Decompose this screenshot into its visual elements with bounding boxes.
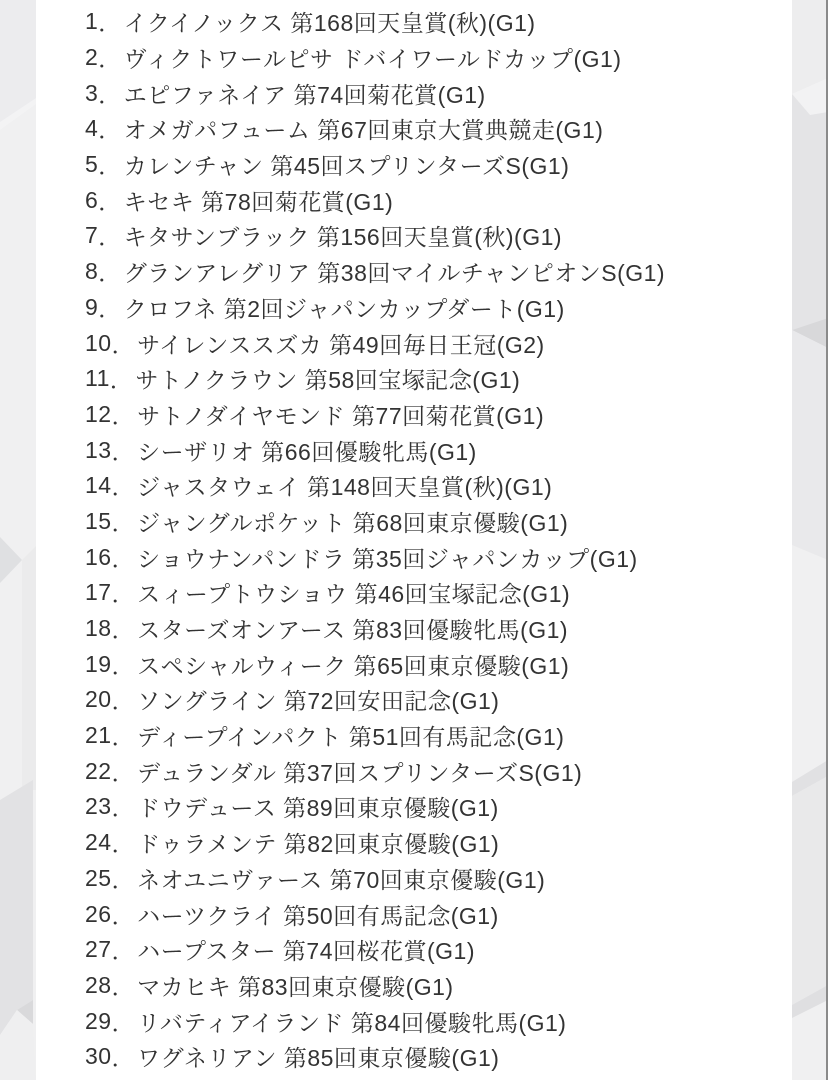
item-number: 25 [85, 864, 112, 891]
list-item [85, 504, 792, 540]
item-number-separator: ． [111, 581, 136, 608]
list-item [85, 432, 792, 468]
item-label: ワグネリアン 第85回東京優駿(G1) [137, 1045, 500, 1072]
item-number: 26 [85, 900, 112, 927]
item-number: 11 [85, 365, 110, 392]
item-number-separator: ． [111, 652, 136, 679]
content-panel [36, 0, 792, 1080]
list-item [85, 361, 792, 397]
list-item [85, 147, 792, 183]
item-label: ドゥラメンテ 第82回東京優駿(G1) [137, 831, 500, 858]
item-number: 14 [85, 472, 112, 499]
item-number-separator: ． [111, 902, 136, 929]
race-list [36, 0, 792, 1075]
item-number: 24 [85, 829, 112, 856]
item-label: キセキ 第78回菊花賞(G1) [123, 188, 394, 215]
item-label: グランアレグリア 第38回マイルチャンピオンS(G1) [123, 260, 666, 287]
item-number-separator: ． [111, 617, 136, 644]
item-label: スィープトウショウ 第46回宝塚記念(G1) [137, 581, 571, 608]
list-item [85, 111, 792, 147]
item-number: 17 [85, 579, 112, 606]
item-number-separator: ． [111, 1045, 136, 1072]
item-label: ハーツクライ 第50回有馬記念(G1) [137, 902, 499, 929]
item-label: ドウデュース 第89回東京優駿(G1) [137, 795, 499, 822]
item-number: 1 [85, 8, 99, 35]
list-item [85, 611, 792, 647]
item-number-separator: ． [98, 260, 122, 287]
list-item [85, 968, 792, 1004]
item-number: 9 [85, 293, 99, 320]
item-number-separator: ． [111, 795, 136, 822]
item-number: 15 [85, 507, 112, 534]
list-item [85, 825, 792, 861]
item-number-separator: ． [98, 153, 122, 180]
left-ribbon-decoration [0, 0, 36, 1080]
item-number: 3 [85, 79, 99, 106]
item-number: 22 [85, 757, 112, 784]
item-number: 2 [85, 44, 99, 71]
list-item [85, 682, 792, 718]
item-label: エピファネイア 第74回菊花賞(G1) [123, 81, 486, 108]
item-number-separator: ． [111, 973, 136, 1000]
list-item [85, 789, 792, 825]
item-number-separator: ． [111, 509, 136, 536]
item-label: ハープスター 第74回桜花賞(G1) [137, 938, 475, 965]
item-number-separator: ． [98, 295, 122, 322]
item-label: ジャングルポケット 第68回東京優駿(G1) [137, 509, 569, 536]
item-number-separator: ． [98, 188, 122, 215]
item-number-separator: ． [111, 688, 136, 715]
item-number-separator: ． [98, 117, 122, 144]
list-item [85, 75, 792, 111]
item-number-separator: ． [111, 759, 136, 786]
item-number: 27 [85, 936, 112, 963]
list-item [85, 932, 792, 968]
item-number: 12 [85, 400, 112, 427]
list-item [85, 896, 792, 932]
item-label: デュランダル 第37回スプリンターズS(G1) [137, 759, 583, 786]
list-item [85, 575, 792, 611]
item-label: マカヒキ 第83回東京優駿(G1) [137, 973, 454, 1000]
left-decoration-band [0, 0, 36, 1080]
item-number: 6 [85, 186, 99, 213]
list-item [85, 468, 792, 504]
item-label: ディープインパクト 第51回有馬記念(G1) [137, 724, 565, 751]
item-label: カレンチャン 第45回スプリンターズS(G1) [123, 153, 570, 180]
list-item [85, 753, 792, 789]
list-item [85, 1003, 792, 1039]
list-item [85, 1039, 792, 1075]
item-number: 4 [85, 115, 99, 142]
item-number-separator: ． [111, 402, 136, 429]
item-label: イクイノックス 第168回天皇賞(秋)(G1) [123, 10, 536, 37]
item-label: リバティアイランド 第84回優駿牝馬(G1) [137, 1009, 567, 1036]
item-label: クロフネ 第2回ジャパンカップダート(G1) [123, 295, 565, 322]
list-item [85, 254, 792, 290]
item-number-separator: ． [98, 81, 122, 108]
item-number: 13 [85, 436, 112, 463]
item-number-separator: ． [98, 10, 122, 37]
list-item [85, 40, 792, 76]
item-number: 28 [85, 971, 112, 998]
item-label: ソングライン 第72回安田記念(G1) [137, 688, 500, 715]
item-label: ジャスタウェイ 第148回天皇賞(秋)(G1) [137, 474, 553, 501]
item-label: キタサンブラック 第156回天皇賞(秋)(G1) [123, 224, 563, 251]
item-number-separator: ． [111, 866, 136, 893]
list-item [85, 4, 792, 40]
item-label: ヴィクトワールピサ ドバイワールドカップ(G1) [123, 46, 622, 73]
list-item [85, 325, 792, 361]
item-number-separator: ． [109, 367, 134, 394]
right-decoration-band [792, 0, 828, 1080]
item-number: 5 [85, 151, 99, 178]
item-number: 8 [85, 258, 99, 285]
item-number-separator: ． [111, 545, 136, 572]
list-item [85, 539, 792, 575]
item-number-separator: ． [111, 831, 136, 858]
list-item [85, 646, 792, 682]
list-item [85, 397, 792, 433]
item-number-separator: ． [111, 724, 136, 751]
item-label: サトノクラウン 第58回宝塚記念(G1) [135, 367, 521, 394]
right-ribbon-decoration [792, 0, 828, 1080]
item-number: 18 [85, 615, 112, 642]
item-number-separator: ． [98, 224, 122, 251]
item-number-separator: ． [111, 438, 136, 465]
list-item [85, 218, 792, 254]
item-label: サイレンススズカ 第49回毎日王冠(G2) [137, 331, 545, 358]
item-label: ネオユニヴァース 第70回東京優駿(G1) [137, 866, 546, 893]
item-label: オメガパフューム 第67回東京大賞典競走(G1) [123, 117, 604, 144]
list-item [85, 718, 792, 754]
item-label: サトノダイヤモンド 第77回菊花賞(G1) [137, 402, 545, 429]
item-label: シーザリオ 第66回優駿牝馬(G1) [137, 438, 477, 465]
item-number: 30 [85, 1043, 112, 1070]
list-item [85, 861, 792, 897]
item-number: 21 [85, 722, 112, 749]
item-number: 23 [85, 793, 112, 820]
item-number-separator: ． [111, 1009, 136, 1036]
item-number-separator: ． [98, 46, 122, 73]
item-number: 19 [85, 650, 112, 677]
item-number: 29 [85, 1007, 112, 1034]
item-label: ショウナンパンドラ 第35回ジャパンカップ(G1) [137, 545, 638, 572]
item-label: スペシャルウィーク 第65回東京優駿(G1) [137, 652, 570, 679]
item-number: 16 [85, 543, 112, 570]
item-number-separator: ． [111, 938, 136, 965]
item-number: 7 [85, 222, 99, 249]
item-number-separator: ． [111, 331, 136, 358]
list-item [85, 182, 792, 218]
item-number: 10 [85, 329, 112, 356]
item-number: 20 [85, 686, 112, 713]
item-label: スターズオンアース 第83回優駿牝馬(G1) [137, 617, 569, 644]
item-number-separator: ． [111, 474, 136, 501]
list-item [85, 290, 792, 326]
